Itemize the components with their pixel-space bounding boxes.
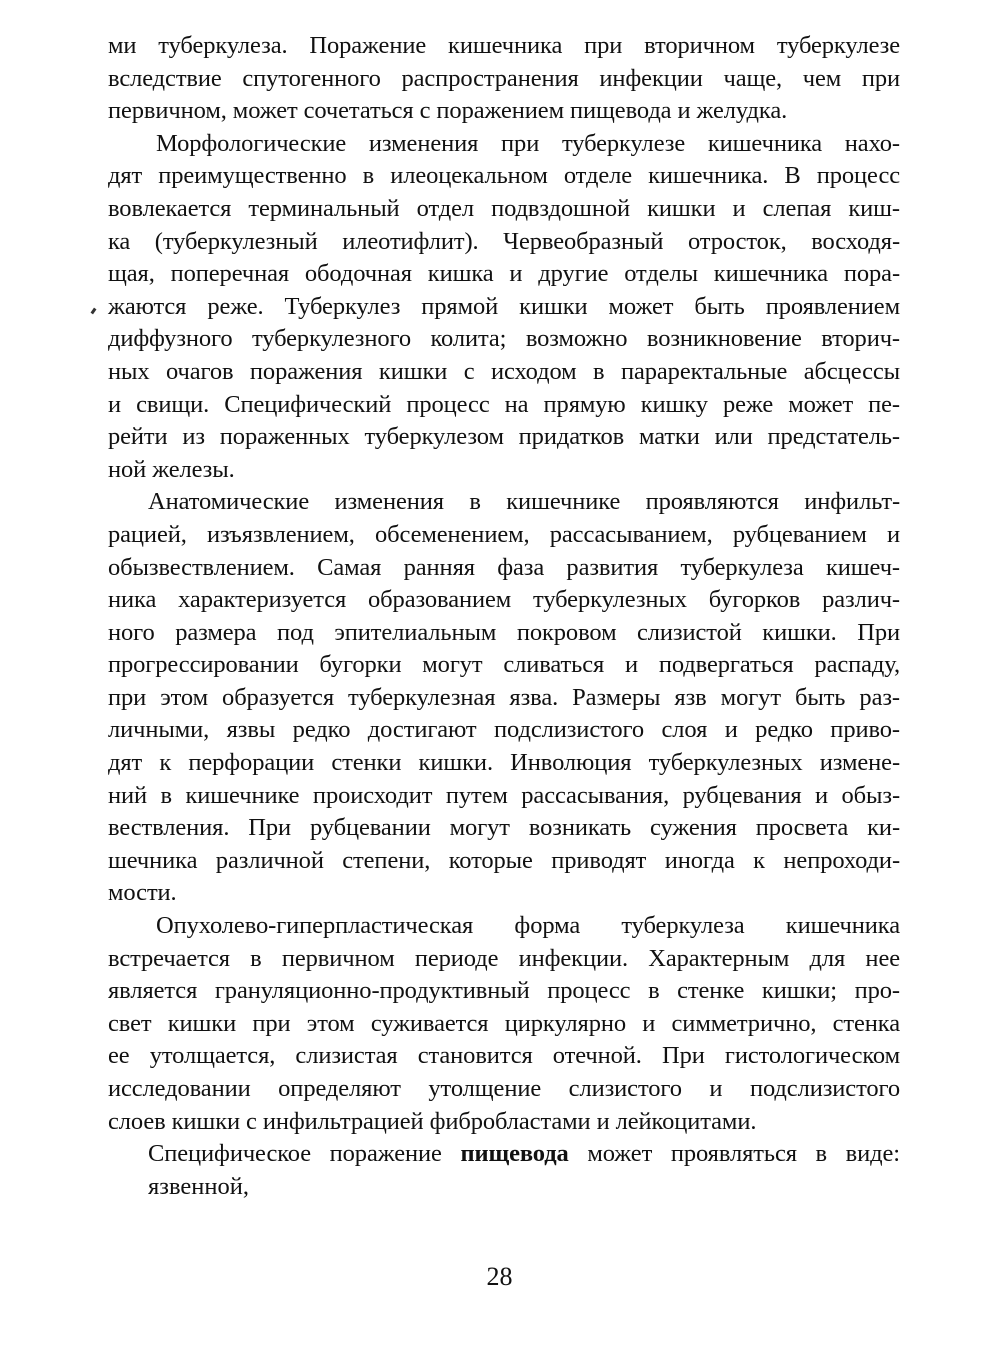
paragraph-2 <box>108 128 900 487</box>
text-line: ных очагов поражения кишки с исходом в параректальные абсцессы <box>108 357 900 385</box>
paragraph-4 <box>108 910 900 1138</box>
scan-speck <box>91 308 97 315</box>
emphasized-term: пищевода <box>460 1140 569 1168</box>
text-line: обызвествлением. Самая ранняя фаза развития туберкулеза кишеч- <box>108 553 900 581</box>
text-line: Морфологические изменения при туберкулезе кишечника нахо- <box>156 129 900 157</box>
text-line: язвенной, <box>148 1172 249 1200</box>
page-number: 28 <box>486 1262 513 1291</box>
paragraph-3 <box>108 486 900 910</box>
text-line: ного размера под эпителиальным покровом слизистой кишки. При <box>108 618 900 646</box>
text-line: дят к перфорации стенки кишки. Инволюция туберкулезных измене- <box>108 749 900 777</box>
text-line: шечника различной степени, которые приводят иногда к непроходи- <box>108 846 900 874</box>
text-line: является грануляционно-продуктивный процесс в стенке кишки; про- <box>108 977 900 1005</box>
text-line: и свищи. Специфический процесс на прямую кишку реже может пе- <box>108 390 900 418</box>
text-line: дят преимущественно в илеоцекальном отделе кишечника. В процесс <box>108 162 900 190</box>
text-line: встречается в первичном периоде инфекции. Характерным для нее <box>108 944 900 972</box>
text-line: ми туберкулеза. Поражение кишечника при вторичном туберкулезе <box>108 32 900 59</box>
text-run: Специфическое поражение <box>148 1140 461 1168</box>
text-line <box>108 1138 900 1171</box>
paragraph-5 <box>108 1138 900 1203</box>
text-line: ний в кишечнике происходит путем рассасывания, рубцевания и обыз- <box>108 781 900 809</box>
text-line: жаются реже. Туберкулез прямой кишки может быть проявлением <box>108 292 900 320</box>
text-line: рейти из пораженных туберкулезом придатков матки или предстатель- <box>108 423 900 451</box>
text-line: при этом образуется туберкулезная язва. Размеры язв могут быть раз- <box>108 683 900 711</box>
text-column <box>108 30 900 1203</box>
text-line: первичном, может сочетаться с поражением пищевода и желудка. <box>108 97 788 125</box>
text-run: может проявляться в виде: <box>568 1140 900 1168</box>
text-line: ка (туберкулезный илеотифлит). Червеобразный отросток, восходя- <box>108 227 900 255</box>
text-line: ника характеризуется образованием туберкулезных бугорков различ- <box>108 586 900 614</box>
text-line: ее утолщается, слизистая становится отечной. При гистологическом <box>108 1042 900 1070</box>
text-line: щая, поперечная ободочная кишка и другие отделы кишечника пора- <box>108 260 900 288</box>
text-line: личными, язвы редко достигают подслизистого слоя и редко приво- <box>108 716 900 744</box>
paragraph-1 <box>108 30 900 128</box>
text-line: исследовании определяют утолщение слизистого и подслизистого <box>108 1075 900 1102</box>
text-line: свет кишки при этом суживается циркулярно и симметрично, стенка <box>108 1009 900 1037</box>
text-line: мости. <box>108 879 177 907</box>
text-line: диффузного туберкулезного колита; возможно возникновение вторич- <box>108 325 900 353</box>
text-line: вовлекается терминальный отдел подвздошной кишки и слепая киш- <box>108 194 900 222</box>
text-line: Опухолево-гиперпластическая форма туберкулеза кишечника <box>156 912 900 940</box>
text-line: прогрессировании бугорки могут сливаться и подвергаться распаду, <box>108 651 900 679</box>
text-line: Анатомические изменения в кишечнике проявляются инфильт- <box>148 488 900 516</box>
text-line: слоев кишки с инфильтрацией фибробластами и лейкоцитами. <box>108 1107 757 1135</box>
text-line: ной железы. <box>108 455 235 483</box>
text-line: рацией, изъязвлением, обсеменением, рассасыванием, рубцеванием и <box>108 520 900 548</box>
text-line: вествления. При рубцевании могут возникать сужения просвета ки- <box>108 814 900 842</box>
text-line: вследствие спутогенного распространения инфекции чаще, чем при <box>108 64 900 92</box>
